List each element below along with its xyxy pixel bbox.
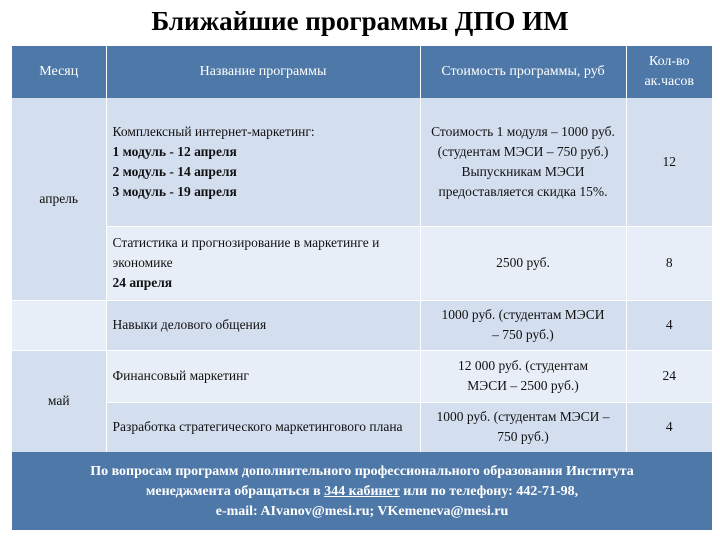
program-name-cell [106, 226, 420, 300]
program-date: 3 модуль - 19 апреля [112, 183, 237, 199]
table-row [12, 402, 712, 452]
program-cost: 1000 руб. (студентам МЭСИ – 750 руб.) [420, 402, 626, 452]
program-date: 24 апреля [112, 275, 173, 290]
contact-footer [12, 452, 712, 530]
footer-email[interactable]: e-mail: AIvanov@mesi.ru; VKemeneva@mesi.ru [215, 504, 509, 519]
program-hours: 4 [626, 402, 712, 452]
footer-text: или по телефону: 442-71-98, [399, 484, 579, 499]
program-hours: 24 [626, 350, 712, 402]
program-name: Статистика и прогнозирование в маркетинге и экономике [112, 235, 380, 270]
month-cell-april: апрель [12, 98, 106, 300]
month-cell-empty [12, 300, 106, 350]
footer-text: менеджмента обращаться в [145, 484, 325, 499]
program-hours: 8 [626, 226, 712, 300]
program-cost: 1000 руб. (студентам МЭСИ – 750 руб.) [420, 300, 626, 350]
table-row [12, 350, 712, 402]
table-header-row [12, 46, 712, 98]
page-title: Ближайшие программы ДПО ИМ [151, 6, 569, 36]
programs-table [12, 46, 712, 453]
program-cost: Стоимость 1 модуля – 1000 руб. (студентам МЭСИ – 750 руб.) Выпускникам МЭСИ предоставляется скидка 15%. [420, 98, 626, 226]
program-name: Комплексный интернет-маркетинг: [112, 123, 315, 139]
footer-line [12, 482, 712, 502]
program-name-cell [106, 98, 420, 226]
header-program: Название программы [106, 46, 420, 98]
table-row [12, 226, 712, 300]
program-name: Разработка стратегического маркетингового плана [106, 402, 420, 452]
room-number: 344 кабинет [324, 484, 400, 499]
header-hours: Кол-во ак.часов [644, 54, 695, 89]
program-name: Навыки делового общения [106, 300, 420, 350]
table-row [12, 98, 712, 226]
footer-line: По вопросам программ дополнительного профессионального образования Института [90, 464, 634, 479]
table-row [12, 300, 712, 350]
header-month: Месяц [12, 46, 106, 98]
program-hours: 12 [626, 98, 712, 226]
program-name: Финансовый маркетинг [106, 350, 420, 402]
program-date: 1 модуль - 12 апреля [112, 143, 237, 159]
program-cost: 12 000 руб. (студентам МЭСИ – 2500 руб.) [420, 350, 626, 402]
program-hours: 4 [626, 300, 712, 350]
header-cost: Стоимость программы, руб [420, 46, 626, 98]
month-cell-may: май [12, 350, 106, 452]
program-date: 2 модуль - 14 апреля [112, 163, 237, 179]
program-cost: 2500 руб. [420, 226, 626, 300]
